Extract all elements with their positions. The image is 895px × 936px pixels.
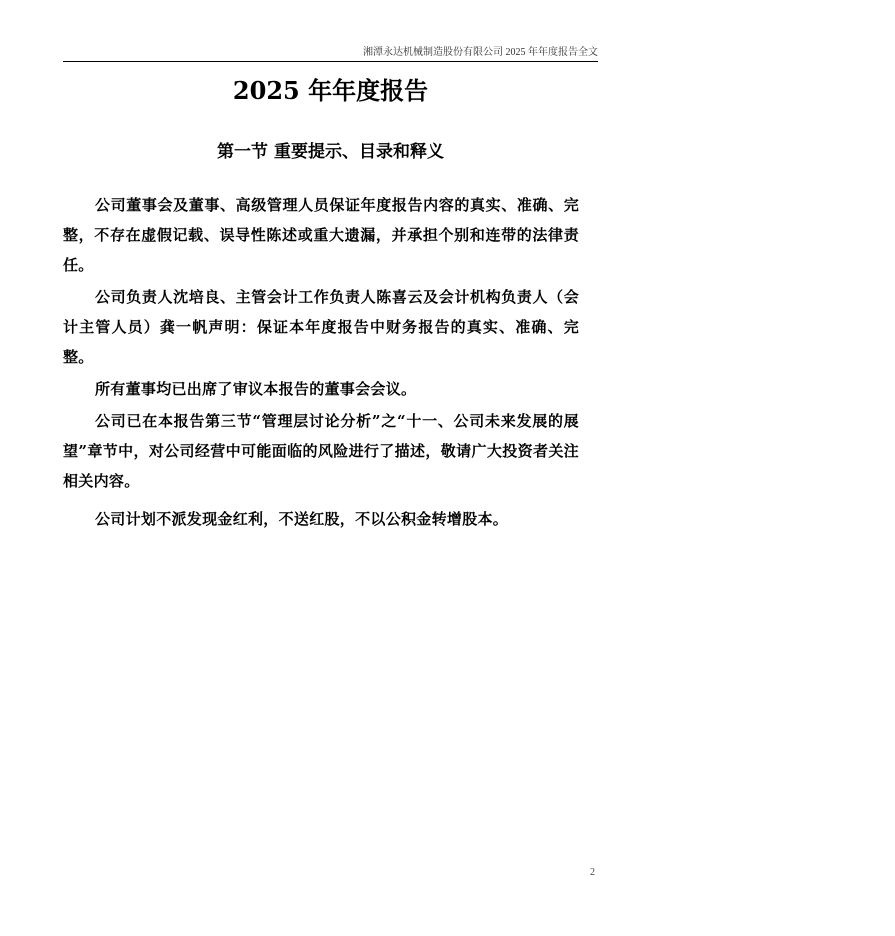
- header-divider: [63, 61, 598, 62]
- running-header: 湘潭永达机械制造股份有限公司 2025 年年度报告全文: [363, 47, 598, 58]
- paragraph-responsible-persons: 公司负责人沈培良、主管会计工作负责人陈喜云及会计机构负责人（会计主管人员）龚一帆声明：保证本年度报告中财务报告的真实、准确、完整。: [63, 288, 579, 366]
- report-title: 2025 年年度报告: [232, 76, 429, 105]
- paragraph-risk-notice: 公司已在本报告第三节“管理层讨论分析”之“十一、公司未来发展的展望”章节中，对公司经营中可能面临的风险进行了描述，敬请广大投资者关注相关内容。: [63, 412, 579, 490]
- paragraph-dividend-plan: 公司计划不派发现金红利，不送红股，不以公积金转增股本。: [95, 510, 509, 528]
- section-heading: 第一节 重要提示、目录和释义: [217, 142, 444, 162]
- page-number: 2: [590, 867, 595, 878]
- notice-body: [63, 190, 579, 534]
- paragraph-board-guarantee: 公司董事会及董事、高级管理人员保证年度报告内容的真实、准确、完整，不存在虚假记载、误导性陈述或重大遗漏，并承担个别和连带的法律责任。: [63, 196, 579, 274]
- paragraph-board-attendance: 所有董事均已出席了审议本报告的董事会会议。: [95, 380, 417, 398]
